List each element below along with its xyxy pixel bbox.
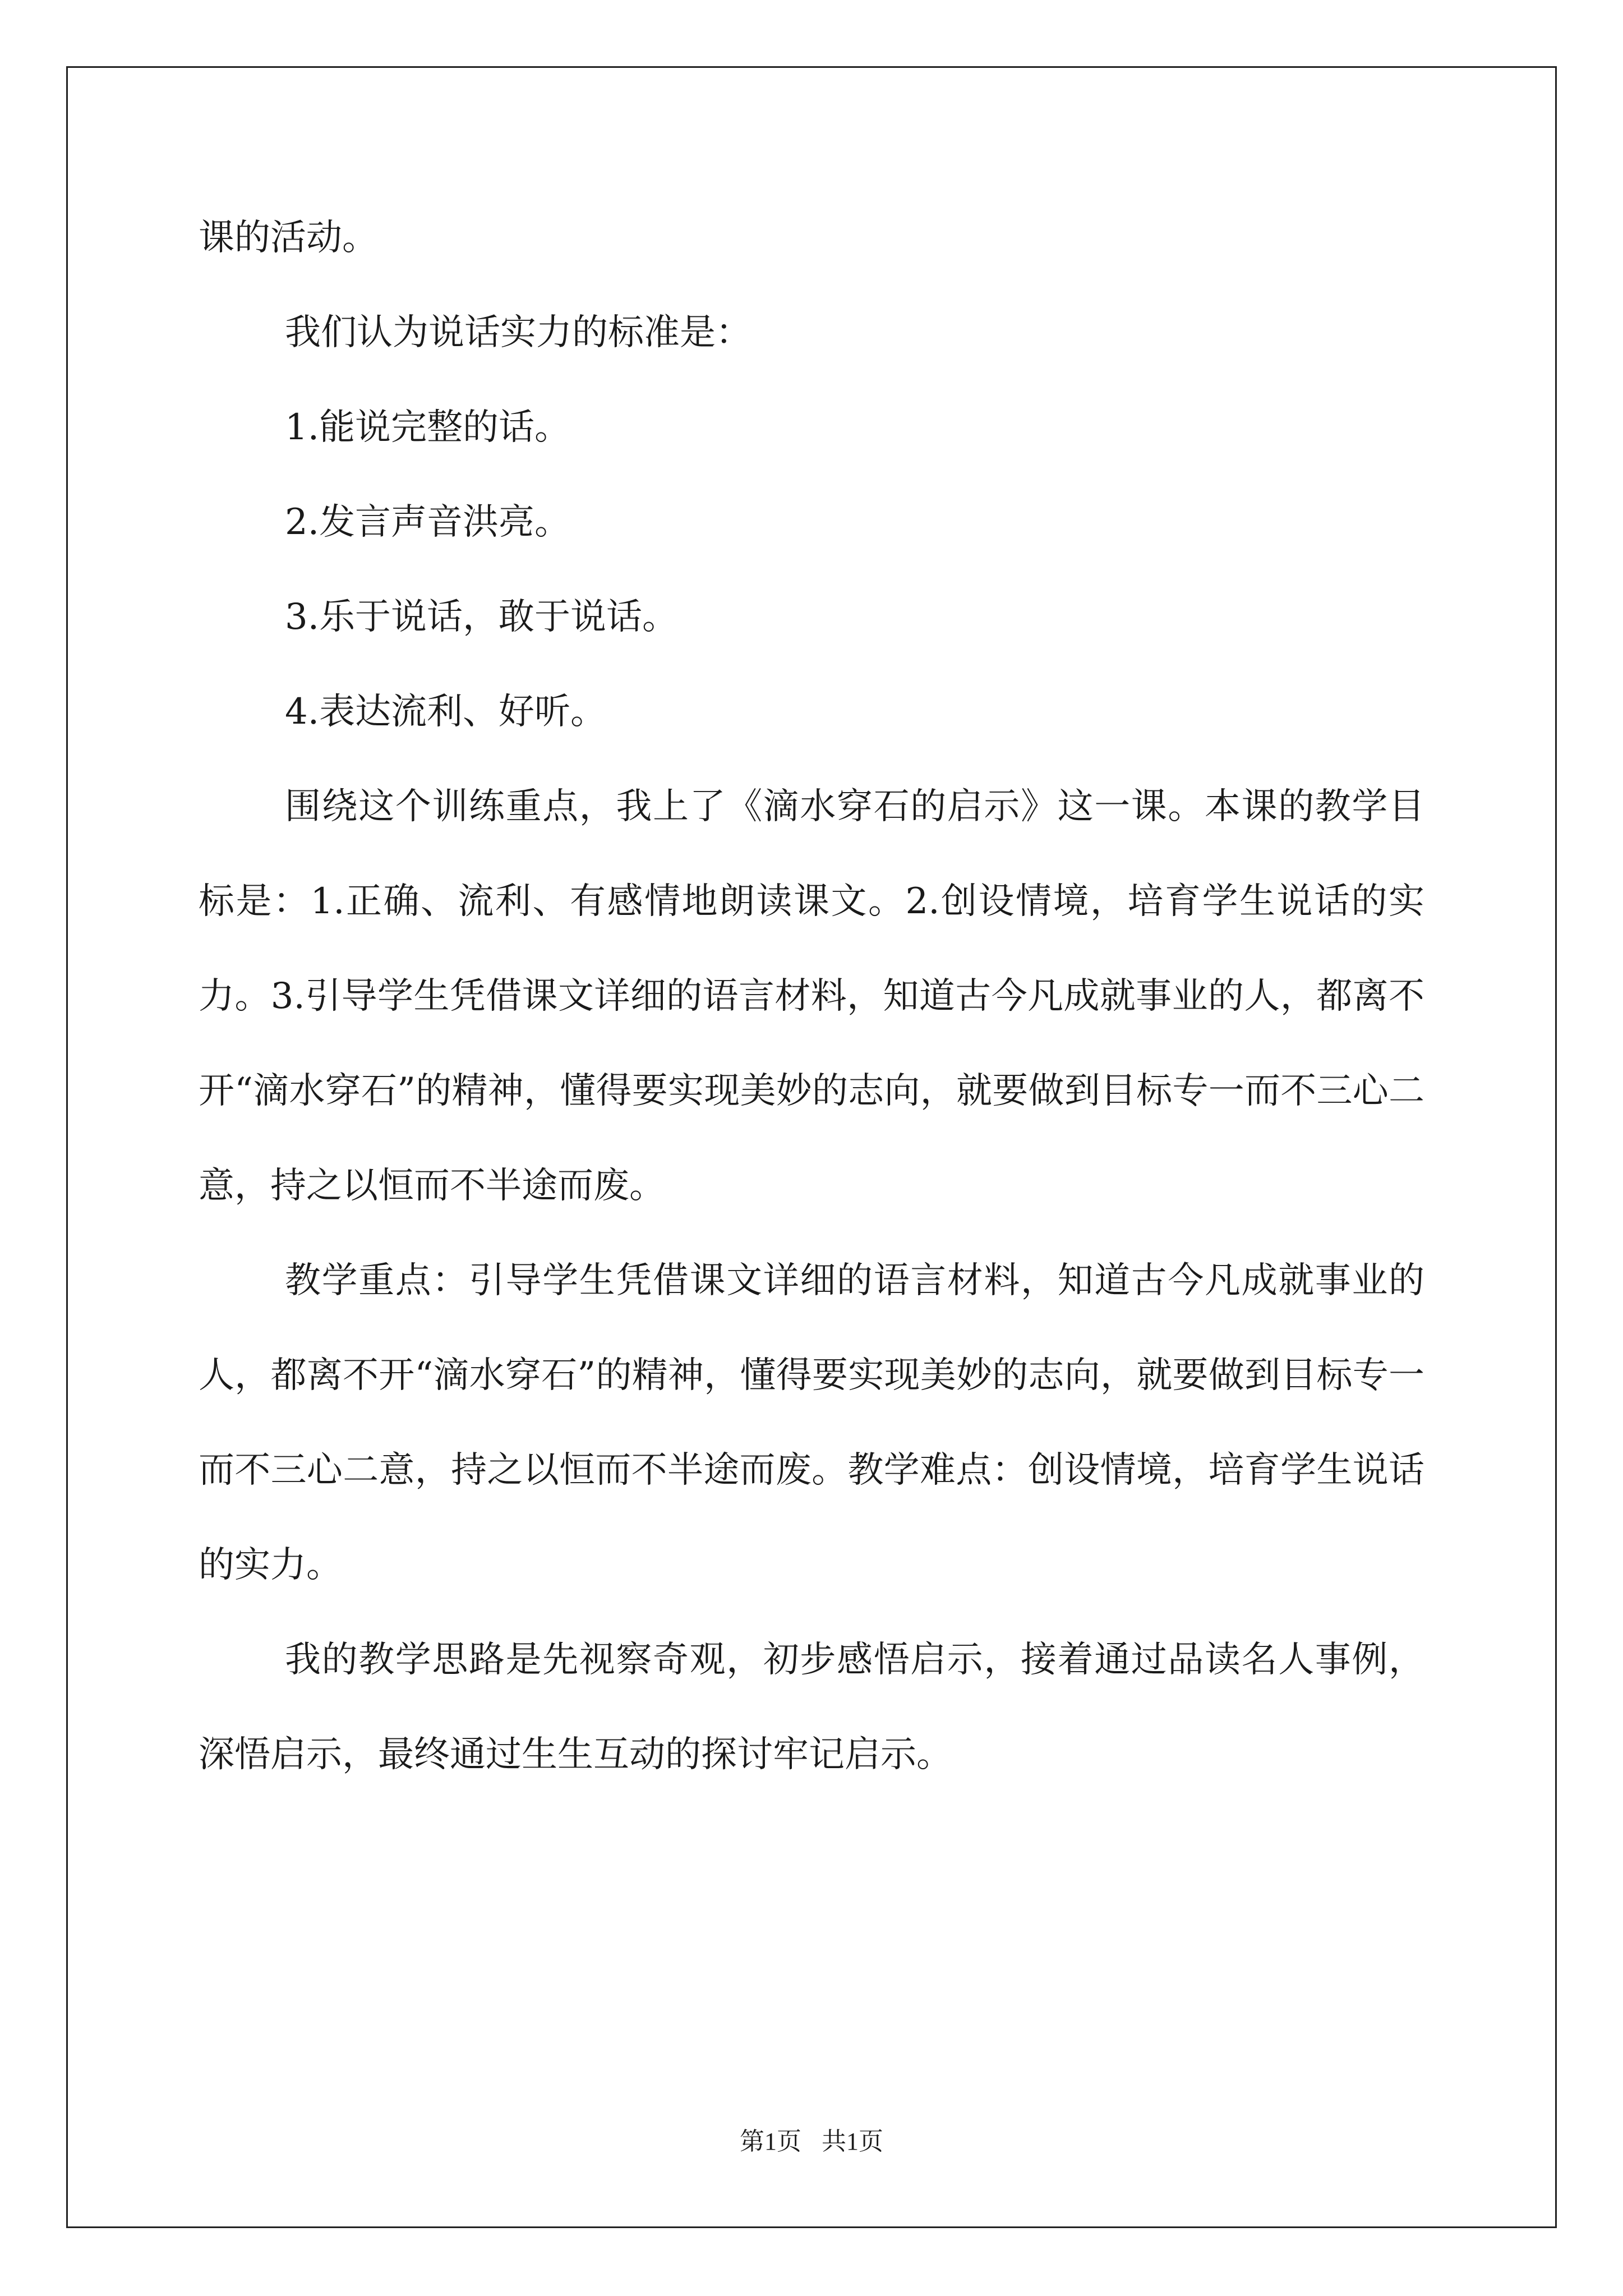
paragraph-6: 4.表达流利、好听。	[285, 691, 607, 733]
paragraph-4: 2.发言声音洪亮。	[285, 501, 571, 543]
paragraph-5: 3.乐于说话，敢于说话。	[285, 596, 679, 638]
page-total: 共1页	[822, 2128, 883, 2155]
paragraph-3: 1.能说完整的话。	[285, 407, 571, 448]
document-body	[199, 191, 1424, 1802]
paragraph-8: 教学重点：引导学生凭借课文详细的语言材料，知道古今凡成就事业的人，都离不开“滴水穿石”的精神，懂得要实现美妙的志向，就要做到目标专一而不三心二意，持之以恒而不半途而废。教学难点：创设情境，培育学生说话的实力。	[199, 1260, 1424, 1586]
paragraph-1: 课的活动。	[199, 217, 378, 259]
paragraph-9: 我的教学思路是先视察奇观，初步感悟启示，接着通过品读名人事例，深悟启示，最终通过生生互动的探讨牢记启示。	[199, 1639, 1424, 1775]
paragraph-2: 我们认为说话实力的标准是：	[285, 312, 751, 353]
paragraph-7: 围绕这个训练重点，我上了《滴水穿石的启示》这一课。本课的教学目标是：1.正确、流利、有感情地朗读课文。2.创设情境，培育学生说话的实力。3.引导学生凭借课文详细的语言材料，知道古今凡成就事业的人，都离不开“滴水穿石”的精神，懂得要实现美妙的志向，就要做到目标专一而不三心二意，持之以恒而不半途而废。	[199, 786, 1424, 1207]
page-number: 第1页	[740, 2128, 801, 2155]
page-footer	[0, 2125, 1623, 2159]
